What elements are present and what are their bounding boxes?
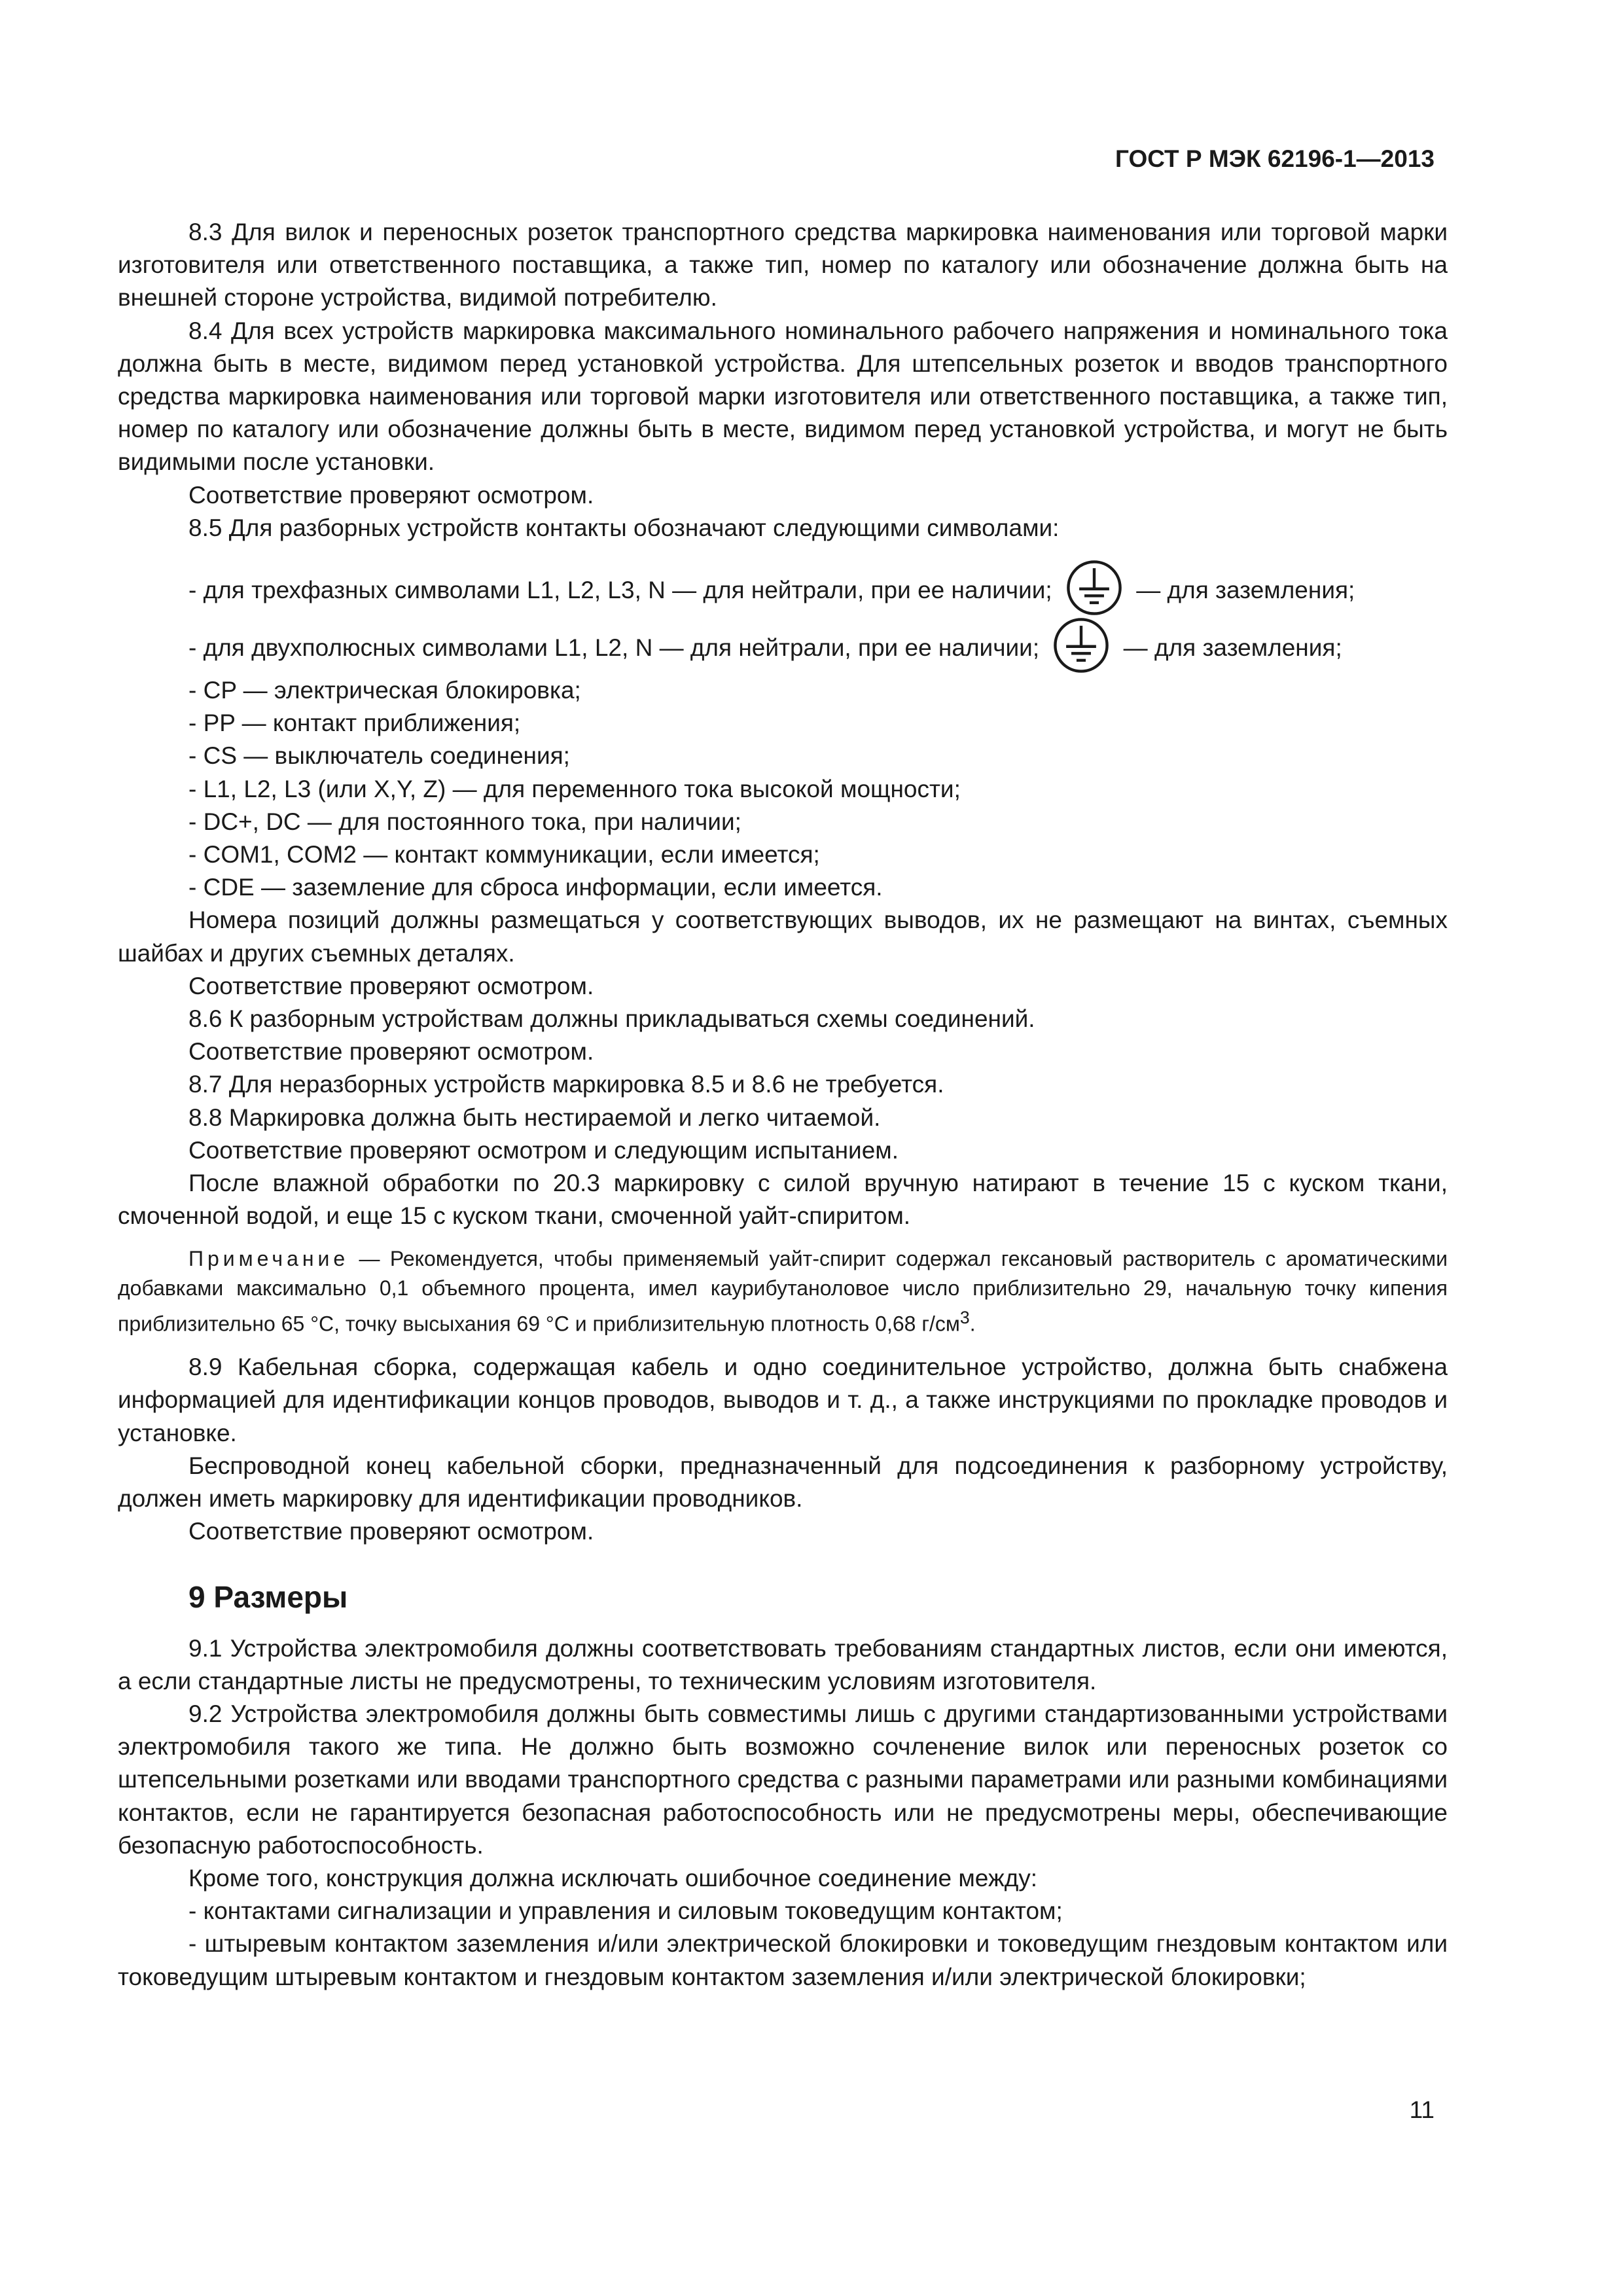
standard-number-header: ГОСТ Р МЭК 62196-1—2013 bbox=[1115, 145, 1435, 172]
section-heading: 9 Размеры bbox=[188, 1580, 348, 1615]
compliance-check: Соответствие проверяют осмотром и следующим испытанием. bbox=[188, 1136, 899, 1164]
list-item: - DC+, DC — для постоянного тока, при наличии; bbox=[188, 808, 741, 835]
two-pole-symbols bbox=[118, 617, 1448, 674]
earth-ground-symbol-icon bbox=[1052, 617, 1110, 674]
compliance-check: Соответствие проверяют осмотром. bbox=[188, 1038, 594, 1066]
note-text: — Рекомендуется, чтобы применяемый уайт-спирит содержал гексановый растворитель с ароматическими добавками максимально 0,1 объемного процента, имел каурибутаноловое число приблизительно 29, начальную точку кипения приблизительно 65 °С, точку высыхания 69 °С и приблизительную плотность 0,68 г/см bbox=[118, 1247, 1448, 1336]
paragraph-8-6: 8.6 К разборным устройствам должны прикладываться схемы соединений. bbox=[188, 1005, 1035, 1033]
paragraph-8-5: 8.5 Для разборных устройств контакты обозначают следующими символами: bbox=[188, 514, 1060, 541]
three-phase-ground-text: — для заземления; bbox=[1136, 577, 1355, 604]
paragraph-8-9: 8.9 Кабельная сборка, содержащая кабель и одно соединительное устройство, должна быть снабжена информацией для идентификации концов проводов, выводов и т. д., а также инструкциями по прокладке проводов и установке. bbox=[118, 1354, 1448, 1446]
positions-paragraph: Номера позиций должны размещаться у соответствующих выводов, их не размещают на винтах, съемных шайбах и других съемных деталях. bbox=[118, 906, 1448, 967]
paragraph-9-2: 9.2 Устройства электромобиля должны быть совместимы лишь с другими стандартизованными устройствами электромобиля такого же типа. Не должно быть возможно сочленение вилок или переносных розеток со штепсельными розетками или вводами транспортного средства с разными параметрами или разными комбинациями контактов, если не гарантируется безопасная работоспособность или не предусмотрены меры, обеспечивающие безопасную работоспособность. bbox=[118, 1700, 1448, 1859]
compliance-check: Соответствие проверяют осмотром. bbox=[188, 972, 594, 999]
wet-treatment-paragraph: После влажной обработки по 20.3 маркировку с силой вручную натирают в течение 15 с куском ткани, смоченной водой, и еще 15 с куском ткани, смоченной уайт-спиритом. bbox=[118, 1170, 1448, 1230]
compliance-check: Соответствие проверяют осмотром. bbox=[188, 1518, 594, 1545]
three-phase-symbols bbox=[118, 559, 1448, 617]
paragraph-9-1: 9.1 Устройства электромобиля должны соответствовать требованиям стандартных листов, если они имеются, а если стандартные листы не предусмотрены, то техническим условиям изготовителя. bbox=[118, 1634, 1448, 1695]
list-item: - CS — выключатель соединения; bbox=[188, 742, 570, 770]
list-item: - L1, L2, L3 (или X,Y, Z) — для переменного тока высокой мощности; bbox=[188, 775, 961, 802]
also-paragraph: Кроме того, конструкция должна исключать ошибочное соединение между: bbox=[188, 1864, 1038, 1892]
page-number: 11 bbox=[1409, 2096, 1435, 2123]
list-item: - PP — контакт приближения; bbox=[188, 709, 521, 737]
paragraph-8-7: 8.7 Для неразборных устройств маркировка 8.5 и 8.6 не требуется. bbox=[188, 1071, 944, 1098]
paragraph-8-4: 8.4 Для всех устройств маркировка максимального номинального рабочего напряжения и номинального тока должна быть в месте, видимом перед установкой устройства. Для штепсельных розеток и вводов транспортного средства маркировка наименования или торговой марки изготовителя или ответственного поставщика, а также тип, номер по каталогу или обозначение должны быть в месте, видимом перед установкой устройства, и могут не быть видимыми после установки. bbox=[118, 317, 1448, 476]
note bbox=[118, 1244, 1448, 1339]
paragraph-8-3: 8.3 Для вилок и переносных розеток транспортного средства маркировка наименования или торговой марки изготовителя или ответственного поставщика, а также тип, номер по каталогу или обозначение должна быть на внешней стороне устройства, видимой потребителю. bbox=[118, 219, 1448, 312]
two-pole-ground-text: — для заземления; bbox=[1123, 634, 1342, 662]
document-body bbox=[118, 216, 1448, 1994]
list-item: - CDE — заземление для сброса информации, если имеется. bbox=[188, 874, 883, 901]
list-item: - CP — электрическая блокировка; bbox=[188, 677, 581, 704]
note-label: Примечание bbox=[188, 1247, 349, 1271]
note-end: . bbox=[969, 1312, 976, 1336]
list-item: - COM1, COM2 — контакт коммуникации, если имеется; bbox=[188, 841, 820, 869]
wireless-end-paragraph: Беспроводной конец кабельной сборки, предназначенный для подсоединения к разборному устройству, должен иметь маркировку для идентификации проводников. bbox=[118, 1452, 1448, 1512]
compliance-check: Соответствие проверяют осмотром. bbox=[188, 481, 594, 509]
three-phase-text: - для трехфазных символами L1, L2, L3, N — для нейтрали, при ее наличии; bbox=[188, 577, 1052, 604]
earth-ground-symbol-icon bbox=[1065, 559, 1123, 617]
two-pole-text: - для двухполюсных символами L1, L2, N — для нейтрали, при ее наличии; bbox=[188, 634, 1040, 662]
list-item: - контактами сигнализации и управления и силовым токоведущим контактом; bbox=[188, 1897, 1063, 1925]
note-superscript: 3 bbox=[959, 1308, 970, 1328]
paragraph-8-8: 8.8 Маркировка должна быть нестираемой и легко читаемой. bbox=[188, 1103, 881, 1131]
list-item: - штыревым контактом заземления и/или электрической блокировки и токоведущим гнездовым контактом или токоведущим штыревым контактом и гнездовым контактом заземления и/или электрической блокировки; bbox=[118, 1930, 1448, 1990]
